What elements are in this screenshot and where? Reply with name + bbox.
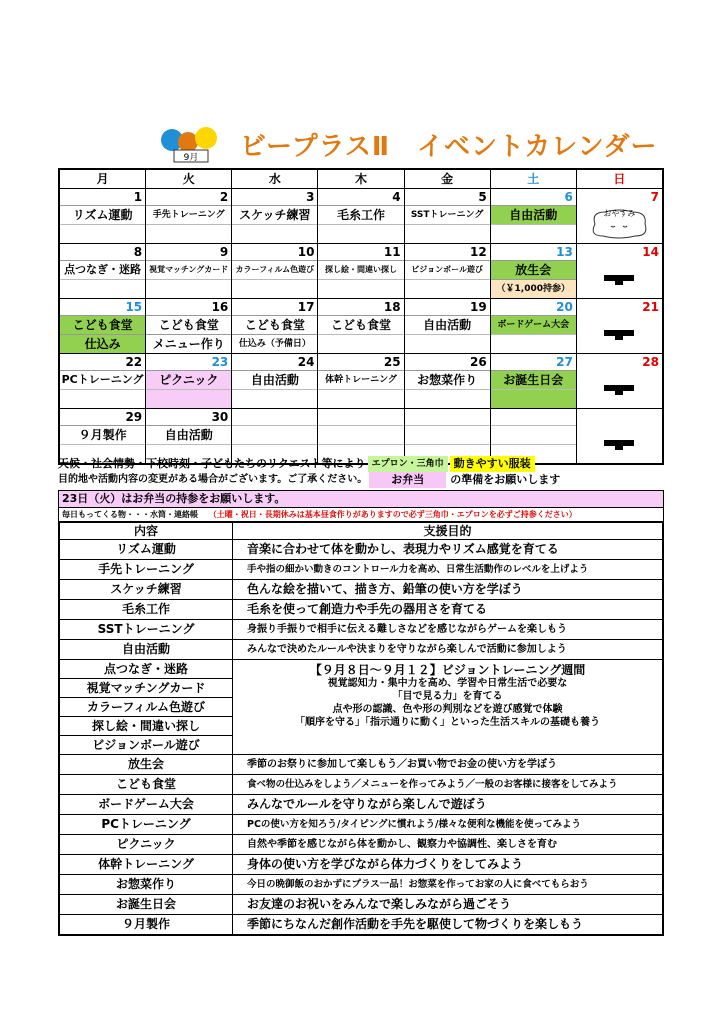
activity-name: ボードゲーム大会	[60, 795, 233, 814]
calendar-week	[60, 354, 662, 409]
table-row	[60, 855, 662, 875]
event-label	[318, 389, 403, 408]
activity-purpose: 手や指の細かい動きのコントロール力を高め、日常生活動作のレベルを上げよう	[247, 564, 589, 575]
event-label: こども食堂	[232, 315, 317, 334]
event-label: 視覚マッチングカード	[146, 260, 231, 279]
event-label: 仕込み（予備日）	[232, 334, 317, 353]
group-line: 視覚認知力・集中力を高め、学習や日常生活で必要な	[327, 678, 568, 689]
bento-icon	[577, 315, 662, 351]
event-label: お誕生日会	[491, 370, 576, 389]
calendar-week	[60, 189, 662, 244]
table-header	[60, 523, 662, 540]
date-number: 23	[211, 355, 229, 369]
vision-training-group	[60, 660, 662, 755]
table-row	[60, 775, 662, 795]
day-cell	[60, 299, 146, 353]
table-row	[60, 755, 662, 775]
activity-name: 自由活動	[60, 640, 233, 659]
activity-purpose: みんなでルールを守りながら楽しんで遊ぼう	[247, 797, 487, 811]
activity-purpose: みんなで決めたルールや決まりを守りながら楽しんで活動に参加しよう	[247, 644, 567, 655]
date-number: 8	[133, 245, 143, 259]
activity-name: 毛糸工作	[60, 600, 233, 619]
day-cell	[232, 354, 318, 408]
calendar-week	[60, 409, 662, 463]
weekday-sat: 土	[491, 170, 577, 188]
day-cell	[146, 299, 232, 353]
event-label	[318, 224, 403, 243]
event-label: お惣菜作り	[405, 370, 490, 389]
logo-label: 9月	[183, 153, 199, 163]
weekday-thu: 木	[318, 170, 404, 188]
event-calendar	[58, 168, 664, 465]
activity-name: リズム運動	[60, 540, 233, 559]
day-cell	[318, 244, 404, 298]
day-cell	[146, 244, 232, 298]
note-line-2: 目的地や活動内容の変更がある場合がございます。ご了承ください。	[58, 474, 368, 485]
page-title: ビープラスⅡ イベントカレンダー	[240, 132, 658, 162]
date-number: 12	[470, 245, 487, 259]
activity-name: 放生会	[60, 755, 233, 774]
event-label: ９月製作	[60, 425, 145, 444]
day-cell	[232, 299, 318, 353]
activity-name: こども食堂	[60, 775, 233, 794]
activity-purpose: 色んな絵を描いて、描き方、鉛筆の使い方を学ぼう	[247, 582, 523, 596]
activity-name: スケッチ練習	[60, 580, 233, 599]
event-label: PCトレーニング	[60, 370, 145, 389]
event-label	[146, 224, 231, 243]
date-number: 27	[556, 355, 573, 369]
tag-apron: エプロン・三角巾	[368, 456, 448, 472]
table-row	[60, 540, 662, 560]
date-number: 20	[556, 300, 573, 314]
event-label	[232, 279, 317, 298]
date-number: 15	[125, 300, 143, 314]
event-label	[232, 425, 317, 444]
date-number	[491, 409, 576, 425]
table-row	[60, 560, 662, 580]
day-cell	[491, 244, 577, 298]
date-number: 25	[383, 355, 401, 369]
event-label: ビジョンボール遊び	[405, 260, 490, 279]
event-label	[318, 334, 403, 353]
event-label: 仕込み	[60, 334, 145, 353]
event-label: メニュー作り	[146, 334, 231, 353]
group-line: 「順序を守る」「指示通りに動く」といった生活スキルの基礎も養う	[295, 717, 600, 728]
event-label: こども食堂	[318, 315, 403, 334]
table-row	[60, 815, 662, 835]
weekday-tue: 火	[146, 170, 232, 188]
date-number: 11	[383, 245, 401, 259]
activity-purpose: 今日の晩御飯のおかずにプラス一品！お惣菜を作ってお家の人に食べてもらおう	[247, 879, 589, 890]
items-warning: （土曜・祝日・長期休みは基本昼食作りがありますので必ず三角巾・エプロンを必ずご持参ください）	[208, 510, 577, 519]
date-number: 19	[470, 300, 487, 314]
bento-notice: 23日（火）はお弁当の持参をお願いします。	[58, 490, 664, 508]
date-number: 17	[297, 300, 315, 314]
event-label	[318, 425, 403, 444]
group-activity-names	[60, 660, 233, 754]
activity-name: ビジョンボール遊び	[92, 738, 200, 752]
day-cell	[60, 354, 146, 408]
activity-purpose: 自然や季節を感じながら体を動かし、観察力や協調性、楽しさを育む	[247, 839, 557, 850]
activity-name: ピクニック	[60, 835, 233, 854]
date-number: 6	[564, 190, 573, 204]
day-cell	[405, 299, 491, 353]
event-label	[318, 279, 403, 298]
event-label: リズム運動	[60, 205, 145, 224]
date-number: 3	[306, 190, 315, 204]
table-row	[60, 580, 662, 600]
oyasumi-stamp	[577, 205, 662, 241]
event-label: 自由活動	[232, 370, 317, 389]
header-purpose: 支援目的	[423, 524, 472, 538]
event-label	[405, 334, 490, 353]
date-number: 26	[470, 355, 487, 369]
day-cell	[146, 409, 232, 463]
group-line: 点や形の認識、色や形の判別などを遊び感覚で体験	[332, 704, 563, 715]
date-number	[405, 409, 490, 425]
tag-clothes: 動きやすい服装	[450, 456, 535, 472]
calendar-week	[60, 299, 662, 354]
event-label	[232, 389, 317, 408]
activity-name: 体幹トレーニング	[60, 855, 233, 874]
day-cell	[60, 409, 146, 463]
day-cell	[146, 189, 232, 243]
event-label: ピクニック	[146, 370, 231, 389]
activity-purpose: お友達のお祝いをみんなで楽しみながら過ごそう	[247, 897, 512, 911]
group-purpose	[233, 660, 662, 754]
event-label: 自由活動	[405, 315, 490, 334]
day-cell	[232, 189, 318, 243]
event-label	[405, 279, 490, 298]
activity-purpose: PCの使い方を知ろう/タイピングに慣れよう/様々な便利な機能を使ってみよう	[247, 819, 581, 830]
date-number: 28	[642, 355, 659, 369]
date-number	[318, 409, 403, 425]
event-label	[491, 334, 576, 353]
activity-name: ９月製作	[60, 915, 233, 934]
date-number: 13	[556, 245, 573, 259]
bento-icon	[577, 260, 662, 296]
event-label	[491, 425, 576, 444]
date-number	[577, 409, 662, 425]
event-label: 自由活動	[146, 425, 231, 444]
note-line-1: 天候・社会情勢・下校時刻・子どもたちのリクエスト等により	[58, 457, 366, 470]
day-cell	[232, 409, 318, 463]
event-label: 放生会	[491, 260, 576, 279]
weekday-fri: 金	[405, 170, 491, 188]
day-cell	[491, 354, 577, 408]
weekday-wed: 水	[232, 170, 318, 188]
activity-name: お誕生日会	[60, 895, 233, 914]
group-title: 【９月８日～９月１２】ビジョントレーニング週間	[309, 663, 586, 677]
day-cell	[146, 354, 232, 408]
notes-section	[58, 456, 664, 522]
table-row	[60, 600, 662, 620]
day-cell	[318, 299, 404, 353]
table-row	[60, 795, 662, 815]
activity-purpose: 身体の使い方を学びながら体力づくりをしてみよう	[247, 857, 524, 871]
page-header	[158, 124, 678, 164]
activity-name: お惣菜作り	[60, 875, 233, 894]
event-label	[60, 224, 145, 243]
activity-name: 視覚マッチングカード	[60, 679, 232, 698]
event-label	[232, 224, 317, 243]
table-row	[60, 875, 662, 895]
activity-name: 手先トレーニング	[60, 560, 233, 579]
day-cell	[232, 244, 318, 298]
activity-name: 点つなぎ・迷路	[60, 660, 232, 679]
event-label: こども食堂	[60, 315, 145, 334]
activity-purpose: 季節にちなんだ創作活動を手先を駆使して物づくりを楽しもう	[247, 917, 584, 931]
day-cell	[577, 299, 662, 353]
date-number: 30	[211, 410, 229, 424]
activity-purpose: 毛糸を使って創造力や手先の器用さを育てる	[247, 602, 488, 616]
date-number: 24	[297, 355, 315, 369]
date-number: 4	[392, 190, 401, 204]
logo-icon	[158, 124, 228, 164]
date-number: 2	[219, 190, 229, 204]
group-line: 「目で見る力」を育てる	[392, 691, 503, 702]
activity-description-table	[58, 521, 664, 936]
table-row	[60, 915, 662, 934]
note-prepare: の準備をお願いします	[450, 473, 561, 486]
activity-name: PCトレーニング	[60, 815, 233, 834]
day-cell	[405, 409, 491, 463]
event-label: ボードゲーム大会	[491, 315, 576, 334]
date-number: 1	[133, 190, 143, 204]
activity-name: カラーフィルム色遊び	[60, 698, 232, 717]
event-label: こども食堂	[146, 315, 231, 334]
event-label	[146, 279, 231, 298]
weekday-sun: 日	[613, 172, 626, 186]
event-label: 自由活動	[491, 205, 576, 224]
items-label: 毎日もってくる物・・・水筒・連絡帳	[62, 510, 198, 519]
date-number: 5	[478, 190, 487, 204]
event-label	[491, 389, 576, 408]
day-cell	[318, 189, 404, 243]
event-label	[491, 224, 576, 243]
table-row	[60, 620, 662, 640]
event-note: （￥1,000持参）	[491, 279, 576, 298]
event-label	[60, 279, 145, 298]
table-row	[60, 835, 662, 855]
table-row	[60, 640, 662, 660]
items-notice	[58, 508, 664, 522]
date-number: 14	[642, 245, 659, 259]
activity-purpose: 季節のお祭りに参加して楽しもう／お買い物でお金の使い方を学ぼう	[247, 759, 557, 770]
date-number	[232, 409, 317, 425]
day-cell	[577, 409, 662, 463]
weekday-mon: 月	[60, 170, 146, 188]
event-label: 毛糸工作	[318, 205, 403, 224]
event-label: SSTトレーニング	[405, 205, 490, 224]
day-cell	[60, 189, 146, 243]
event-label	[60, 389, 145, 408]
header-content: 内容	[60, 523, 233, 539]
day-cell	[60, 244, 146, 298]
weekday-header	[60, 170, 662, 189]
date-number: 7	[650, 190, 659, 204]
event-label: 点つなぎ・迷路	[60, 260, 145, 279]
day-cell	[577, 354, 662, 408]
table-row	[60, 895, 662, 915]
event-label: 手先トレーニング	[146, 205, 231, 224]
date-number: 21	[642, 300, 659, 314]
day-cell	[405, 354, 491, 408]
day-cell	[577, 244, 662, 298]
date-number: 22	[125, 355, 143, 369]
date-number: 29	[125, 410, 143, 424]
date-number: 9	[219, 245, 229, 259]
activity-purpose: 食べ物の仕込みをしよう／メニューを作ってみよう／一般のお客様に接客をしてみよう	[247, 779, 618, 790]
day-cell	[491, 299, 577, 353]
day-cell	[318, 409, 404, 463]
event-label: 探し絵・間違い探し	[318, 260, 403, 279]
day-cell	[491, 409, 577, 463]
tag-bento: お弁当	[369, 472, 446, 488]
event-label: カラーフィルム色遊び	[232, 260, 317, 279]
oyasumi-text: おやすみ	[603, 209, 636, 218]
activity-name: 探し絵・間違い探し	[60, 717, 232, 736]
calendar-week	[60, 244, 662, 299]
date-number: 16	[211, 300, 229, 314]
date-number: 10	[297, 245, 315, 259]
event-label	[405, 389, 490, 408]
event-label	[405, 224, 490, 243]
event-label	[146, 389, 231, 408]
bento-icon	[577, 370, 662, 406]
event-label: スケッチ練習	[232, 205, 317, 224]
day-cell	[405, 244, 491, 298]
day-cell	[491, 189, 577, 243]
date-number: 18	[383, 300, 401, 314]
event-label: 体幹トレーニング	[318, 370, 403, 389]
day-cell	[577, 189, 662, 243]
activity-purpose: 身振り手振りで相手に伝える難しさなどを感じながらゲームを楽しもう	[247, 624, 567, 635]
day-cell	[318, 354, 404, 408]
event-label	[405, 425, 490, 444]
activity-purpose: 音楽に合わせて体を動かし、表現力やリズム感覚を育てる	[247, 542, 559, 556]
day-cell	[405, 189, 491, 243]
activity-name: SSTトレーニング	[60, 620, 233, 639]
